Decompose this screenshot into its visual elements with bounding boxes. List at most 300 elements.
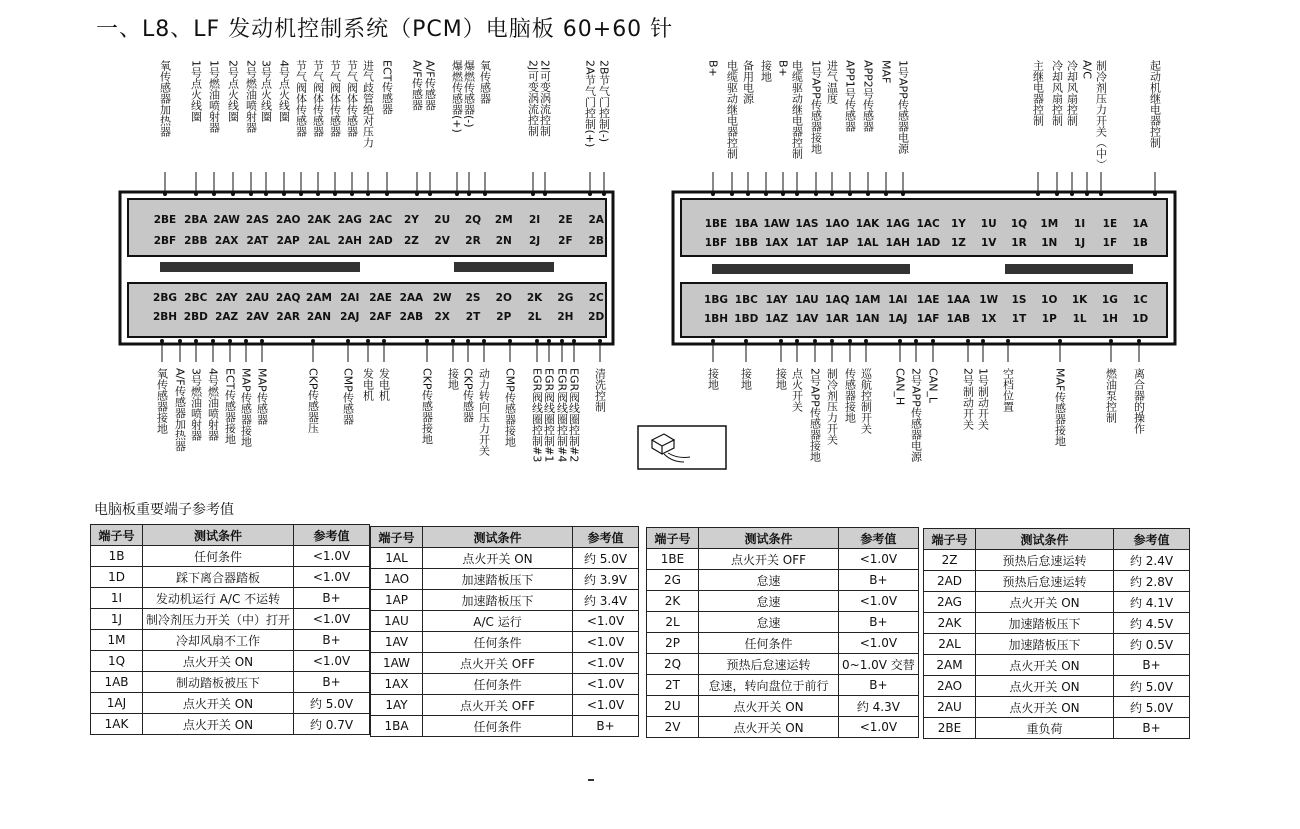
pin-label: B+ <box>706 60 720 77</box>
value-cell: 约 5.0V <box>294 693 370 714</box>
value-cell: 约 3.4V <box>573 590 639 611</box>
pin-label: 4号燃油喷射器 <box>206 368 220 441</box>
pin-2aj: 2AJ <box>340 311 360 323</box>
condition-cell: A/C 运行 <box>423 611 573 632</box>
condition-cell: 加速踏板压下 <box>423 569 573 590</box>
pin-label: 节气阀体传感器 <box>328 60 342 137</box>
table-row <box>371 548 639 569</box>
pin-2ad: 2AD <box>368 235 393 247</box>
pin-label: CKP传感器压 <box>306 368 320 434</box>
pin-1b: 1B <box>1132 237 1148 249</box>
leader-dot <box>813 339 817 343</box>
terminal-cell: 2K <box>647 591 699 612</box>
condition-cell: 点火开关 ON <box>976 676 1114 697</box>
terminal-cell: 1AK <box>91 714 143 735</box>
condition-cell: 点火开关 ON <box>976 697 1114 718</box>
pin-2ao: 2AO <box>276 214 301 226</box>
pin-label: CMP传感器接地 <box>503 368 517 447</box>
terminal-cell: 1B <box>91 546 143 567</box>
terminal-cell: 2Z <box>924 550 976 571</box>
pin-1ag: 1AG <box>885 218 910 230</box>
pin-1as: 1AS <box>795 218 819 230</box>
condition-cell: 怠速 <box>699 612 839 633</box>
terminal-cell: 2BE <box>924 718 976 739</box>
pin-label: 节气阀体传感器 <box>311 60 325 137</box>
condition-cell: 重负荷 <box>976 718 1114 739</box>
pin-1au: 1AU <box>795 294 819 306</box>
reference-table-4 <box>923 528 1190 739</box>
condition-cell: 怠速 <box>699 591 839 612</box>
pin-2bc: 2BC <box>184 292 208 304</box>
value-cell: B+ <box>839 675 919 696</box>
terminal-cell: 2AO <box>924 676 976 697</box>
pin-1bh: 1BH <box>703 313 729 325</box>
pin-2x: 2X <box>434 311 450 323</box>
terminal-cell: 1AL <box>371 548 423 569</box>
value-cell: B+ <box>294 672 370 693</box>
pin-label: EGR阀线圈控制#2 <box>567 368 581 463</box>
table-row <box>647 591 919 612</box>
pin-2m: 2M <box>494 214 513 226</box>
column-header: 参考值 <box>294 525 370 546</box>
pin-2z: 2Z <box>403 235 419 247</box>
pin-2ag: 2AG <box>337 214 362 226</box>
pin-label: EGR阀线圈控制#1 <box>542 368 556 463</box>
leader-dot <box>779 339 783 343</box>
terminal-cell: 1Q <box>91 651 143 672</box>
terminal-cell: 2U <box>647 696 699 717</box>
condition-cell: 加速踏板压下 <box>976 613 1114 634</box>
pin-label: 2I可变涡流控制 <box>538 60 552 137</box>
table-row <box>647 654 919 675</box>
page-title: 一、L8、LF 发动机控制系统（PCM）电脑板 60+60 针 <box>96 17 674 42</box>
pin-1m: 1M <box>1040 218 1059 230</box>
right-key-bar-2 <box>1005 264 1133 274</box>
column-header: 测试条件 <box>143 525 294 546</box>
pin-2ac: 2AC <box>369 214 393 226</box>
connector-plug-icon <box>638 426 726 469</box>
pin-1bb: 1BB <box>734 237 758 249</box>
pin-1bf: 1BF <box>704 237 728 249</box>
leader-dot <box>864 339 868 343</box>
pin-2az: 2AZ <box>215 311 239 323</box>
leader-dot <box>1006 339 1010 343</box>
leader-dot <box>316 192 320 196</box>
table-row <box>924 550 1190 571</box>
pin-1ax: 1AX <box>764 237 789 249</box>
condition-cell: 点火开关 ON <box>143 714 294 735</box>
pin-1bd: 1BD <box>734 313 759 325</box>
pin-label: APP1号传感器 <box>843 60 857 132</box>
terminal-cell: 2Q <box>647 654 699 675</box>
table-row <box>371 632 639 653</box>
condition-cell: 点火开关 ON <box>143 693 294 714</box>
pin-1bg: 1BG <box>704 294 728 306</box>
pin-2f: 2F <box>558 235 573 247</box>
leader-dot <box>1058 339 1062 343</box>
leader-dot <box>572 339 576 343</box>
pin-1am: 1AM <box>854 294 881 306</box>
leader-dot <box>848 339 852 343</box>
value-cell: 约 4.3V <box>839 696 919 717</box>
table-row <box>91 693 370 714</box>
terminal-cell: 1BE <box>647 549 699 570</box>
pin-label: 清洗控制 <box>593 368 607 412</box>
pin-2r: 2R <box>465 235 481 247</box>
pin-label: 2号制动开关 <box>961 368 975 430</box>
pin-label: 主继电器控制 <box>1031 60 1045 126</box>
leader-dot <box>884 192 888 196</box>
pin-1g: 1G <box>1101 294 1118 306</box>
column-header: 端子号 <box>924 529 976 550</box>
terminal-cell: 2AK <box>924 613 976 634</box>
leader-dot <box>178 339 182 343</box>
value-cell: 约 4.1V <box>1114 592 1190 613</box>
left-key-bar-1 <box>160 262 360 272</box>
condition-cell: 任何条件 <box>699 633 839 654</box>
pin-1n: 1N <box>1041 237 1058 249</box>
leader-dot <box>898 339 902 343</box>
leader-dot <box>451 339 455 343</box>
value-cell: B+ <box>839 612 919 633</box>
pin-2t: 2T <box>465 311 481 323</box>
terminal-cell: 1AY <box>371 695 423 716</box>
leader-dot <box>1070 192 1074 196</box>
condition-cell: 点火开关 ON <box>699 696 839 717</box>
pin-label: ECT传感器接地 <box>223 368 237 445</box>
table-row <box>371 695 639 716</box>
pin-2be: 2BE <box>153 214 177 226</box>
leader-dot <box>366 192 370 196</box>
value-cell: 约 0.7V <box>294 714 370 735</box>
pin-1f: 1F <box>1102 237 1118 249</box>
pin-1ap: 1AP <box>825 237 849 249</box>
condition-cell: 点火开关 OFF <box>423 695 573 716</box>
leader-dot <box>746 192 750 196</box>
pin-label: 2J可变涡流控制 <box>526 60 540 137</box>
pin-label: 1号制动开关 <box>976 368 990 430</box>
pin-2af: 2AF <box>369 311 392 323</box>
pin-label: CAN_H <box>893 368 907 406</box>
pin-2y: 2Y <box>403 214 419 226</box>
pin-label: 1号APP传感器电源 <box>896 60 910 154</box>
pin-label: 离合器的操作 <box>1132 368 1146 434</box>
pin-label: MAF传感器接地 <box>1053 368 1067 447</box>
condition-cell: 加速踏板压下 <box>976 634 1114 655</box>
table-row <box>91 588 370 609</box>
pin-2q: 2Q <box>464 214 482 226</box>
pin-label: APP2号传感器 <box>861 60 875 132</box>
pin-label: 爆燃传感器(-) <box>462 60 476 128</box>
condition-cell: 怠速 <box>699 570 839 591</box>
table-row <box>924 634 1190 655</box>
value-cell: <1.0V <box>294 546 370 567</box>
pin-label: 氧传感器 <box>478 60 492 104</box>
leader-dot <box>299 192 303 196</box>
pin-1ae: 1AE <box>916 294 940 306</box>
leader-dot <box>482 339 486 343</box>
column-header: 端子号 <box>371 527 423 548</box>
leader-dot <box>483 192 487 196</box>
pin-1z: 1Z <box>950 237 966 249</box>
condition-cell: 预热后怠速运转 <box>976 550 1114 571</box>
column-header: 参考值 <box>839 528 919 549</box>
pin-1aa: 1AA <box>946 294 971 306</box>
value-cell: <1.0V <box>573 674 639 695</box>
pin-label: A/F传感器 <box>423 60 437 111</box>
table-header-row <box>924 529 1190 550</box>
column-header: 测试条件 <box>423 527 573 548</box>
terminal-cell: 1AJ <box>91 693 143 714</box>
pin-label: 电缆驱动继电器控制 <box>725 60 739 159</box>
value-cell: <1.0V <box>294 567 370 588</box>
pin-1k: 1K <box>1071 294 1088 306</box>
leader-dot <box>781 192 785 196</box>
pin-label: 爆燃传感器(+) <box>450 60 464 133</box>
terminal-cell: 2P <box>647 633 699 654</box>
pin-1e: 1E <box>1102 218 1118 230</box>
pin-label: 发电机 <box>377 368 391 401</box>
pin-2g: 2G <box>557 292 574 304</box>
leader-dot <box>764 192 768 196</box>
table-row <box>91 546 370 567</box>
pin-label: 氧传感器加热器 <box>158 60 172 137</box>
condition-cell: 制动踏板被压下 <box>143 672 294 693</box>
table-header-row <box>371 527 639 548</box>
leader-dot <box>425 339 429 343</box>
pin-2ah: 2AH <box>337 235 362 247</box>
leader-dot <box>744 339 748 343</box>
pin-2al: 2AL <box>307 235 331 247</box>
leader-dot <box>163 192 167 196</box>
table-row <box>91 714 370 735</box>
leader-dot <box>830 339 834 343</box>
pin-1p: 1P <box>1041 313 1057 325</box>
leader-dot <box>966 339 970 343</box>
value-cell: B+ <box>294 630 370 651</box>
leader-dot <box>194 192 198 196</box>
pin-2ax: 2AX <box>214 235 239 247</box>
pin-label: 3号点火线圈 <box>259 60 273 122</box>
pin-2bb: 2BB <box>184 235 208 247</box>
leader-dot <box>931 339 935 343</box>
leader-dot <box>249 192 253 196</box>
terminal-cell: 2V <box>647 717 699 738</box>
terminal-cell: 1D <box>91 567 143 588</box>
pin-1az: 1AZ <box>765 313 789 325</box>
pin-2j: 2J <box>528 235 541 247</box>
pin-label: A/F传感器 <box>410 60 424 111</box>
value-cell: B+ <box>1114 655 1190 676</box>
condition-cell: 加速踏板压下 <box>423 590 573 611</box>
right-connector-bottom-block <box>681 283 1167 337</box>
leader-dot <box>914 339 918 343</box>
leader-dot <box>1036 192 1040 196</box>
table-row <box>371 716 639 737</box>
pin-1be: 1BE <box>704 218 728 230</box>
pin-label: 制冷剂压力开关 <box>825 368 839 445</box>
left-key-bar-2 <box>454 262 554 272</box>
value-cell: <1.0V <box>573 632 639 653</box>
leader-dot <box>901 192 905 196</box>
pin-2d: 2D <box>588 311 605 323</box>
condition-cell: 怠速，转向盘位于前行 <box>699 675 839 696</box>
leader-dot <box>711 192 715 196</box>
reference-table-2 <box>370 526 639 737</box>
pin-label: 接地 <box>706 368 720 390</box>
condition-cell: 踩下离合器踏板 <box>143 567 294 588</box>
pin-1t: 1T <box>1011 313 1027 325</box>
pin-1aj: 1AJ <box>888 313 908 325</box>
table-row <box>924 655 1190 676</box>
leader-dot <box>1085 192 1089 196</box>
pin-label: MAP传感器接地 <box>239 368 253 447</box>
table-row <box>647 549 919 570</box>
table-header-row <box>647 528 919 549</box>
leader-dot <box>830 192 834 196</box>
pin-2v: 2V <box>434 235 450 247</box>
table-row <box>924 571 1190 592</box>
pin-1s: 1S <box>1011 294 1027 306</box>
leader-dot <box>212 192 216 196</box>
leader-dot <box>228 339 232 343</box>
terminal-cell: 1AB <box>91 672 143 693</box>
leader-dot <box>560 339 564 343</box>
pin-label: ECT传感器 <box>380 60 394 115</box>
table-row <box>647 717 919 738</box>
table-row <box>647 570 919 591</box>
leader-dot <box>543 192 547 196</box>
pin-1ad: 1AD <box>916 237 941 249</box>
pin-label: 空档位置 <box>1001 368 1015 412</box>
pin-2ai: 2AI <box>340 292 360 304</box>
table-row <box>924 613 1190 634</box>
pin-label: 巡航控制开关 <box>859 368 873 434</box>
table-row <box>924 676 1190 697</box>
pin-label: 点火开关 <box>790 368 804 412</box>
table-row <box>647 633 919 654</box>
pin-2bf: 2BF <box>153 235 177 247</box>
table-row <box>91 609 370 630</box>
pin-label: 4号点火线圈 <box>277 60 291 122</box>
leader-dot <box>531 192 535 196</box>
pin-2h: 2H <box>557 311 574 323</box>
leader-dot <box>711 339 715 343</box>
condition-cell: 制冷剂压力开关（中）打开 <box>143 609 294 630</box>
table-row <box>371 674 639 695</box>
column-header: 参考值 <box>573 527 639 548</box>
pin-2av: 2AV <box>245 311 269 323</box>
leader-dot <box>866 192 870 196</box>
pin-label: 2A节气门控制(+) <box>583 60 597 148</box>
table-row <box>371 590 639 611</box>
pin-2ae: 2AE <box>369 292 392 304</box>
pin-2aq: 2AQ <box>276 292 301 304</box>
terminal-cell: 1AU <box>371 611 423 632</box>
pin-label: 2号点火线圈 <box>226 60 240 122</box>
pin-1j: 1J <box>1073 237 1086 249</box>
pin-1y: 1Y <box>950 218 966 230</box>
pin-2u: 2U <box>434 214 451 226</box>
terminal-cell: 2AU <box>924 697 976 718</box>
pin-1u: 1U <box>980 218 997 230</box>
condition-cell: 任何条件 <box>143 546 294 567</box>
table-row <box>91 651 370 672</box>
table-header-row <box>91 525 370 546</box>
condition-cell: 任何条件 <box>423 674 573 695</box>
leader-dot <box>231 192 235 196</box>
leader-dot <box>350 192 354 196</box>
value-cell: 约 3.9V <box>573 569 639 590</box>
value-cell: 约 2.8V <box>1114 571 1190 592</box>
pin-1v: 1V <box>980 237 997 249</box>
pin-1av: 1AV <box>795 313 819 325</box>
pin-label: 3号燃油喷射器 <box>189 368 203 441</box>
leader-dot <box>730 192 734 196</box>
pin-2aw: 2AW <box>213 214 240 226</box>
terminal-cell: 1AO <box>371 569 423 590</box>
pin-2au: 2AU <box>245 292 270 304</box>
leader-dot <box>981 339 985 343</box>
table-section-title: 电脑板重要端子参考值 <box>94 502 234 518</box>
value-cell: B+ <box>573 716 639 737</box>
pin-1i: 1I <box>1073 218 1086 230</box>
terminal-cell: 1AP <box>371 590 423 611</box>
pin-label: A/C <box>1080 60 1094 79</box>
leader-dot <box>366 339 370 343</box>
leader-dot <box>1153 192 1157 196</box>
pin-1af: 1AF <box>916 313 940 325</box>
value-cell: <1.0V <box>839 549 919 570</box>
pin-label: 传感器接地 <box>843 368 857 423</box>
pin-2an: 2AN <box>306 311 332 323</box>
leader-dot <box>547 339 551 343</box>
pin-1c: 1C <box>1132 294 1148 306</box>
pin-label: CKP传感器接地 <box>420 368 434 445</box>
pin-1ac: 1AC <box>916 218 940 230</box>
leader-dot <box>602 192 606 196</box>
value-cell: 约 4.5V <box>1114 613 1190 634</box>
value-cell: 约 2.4V <box>1114 550 1190 571</box>
scan-mark <box>588 779 594 781</box>
pin-1aw: 1AW <box>763 218 790 230</box>
pin-label: CMP传感器 <box>341 368 355 425</box>
value-cell: 0~1.0V 交替 <box>839 654 919 675</box>
pin-2ap: 2AP <box>276 235 300 247</box>
pin-2ab: 2AB <box>399 311 424 323</box>
leader-dot <box>795 339 799 343</box>
terminal-cell: 2AM <box>924 655 976 676</box>
table-row <box>91 672 370 693</box>
terminal-cell: 2AG <box>924 592 976 613</box>
terminal-cell: 1M <box>91 630 143 651</box>
pin-1ar: 1AR <box>825 313 849 325</box>
value-cell: 约 0.5V <box>1114 634 1190 655</box>
leader-dot <box>1099 192 1103 196</box>
leader-dot <box>311 339 315 343</box>
condition-cell: 点火开关 ON <box>976 655 1114 676</box>
column-header: 测试条件 <box>976 529 1114 550</box>
column-header: 端子号 <box>647 528 699 549</box>
leader-dot <box>467 192 471 196</box>
pin-label: 燃油泵控制 <box>1104 368 1118 423</box>
pin-2l: 2L <box>527 311 542 323</box>
table-row <box>647 675 919 696</box>
leader-dot <box>415 192 419 196</box>
leader-dot <box>282 192 286 196</box>
condition-cell: 点火开关 ON <box>143 651 294 672</box>
table-row <box>91 630 370 651</box>
